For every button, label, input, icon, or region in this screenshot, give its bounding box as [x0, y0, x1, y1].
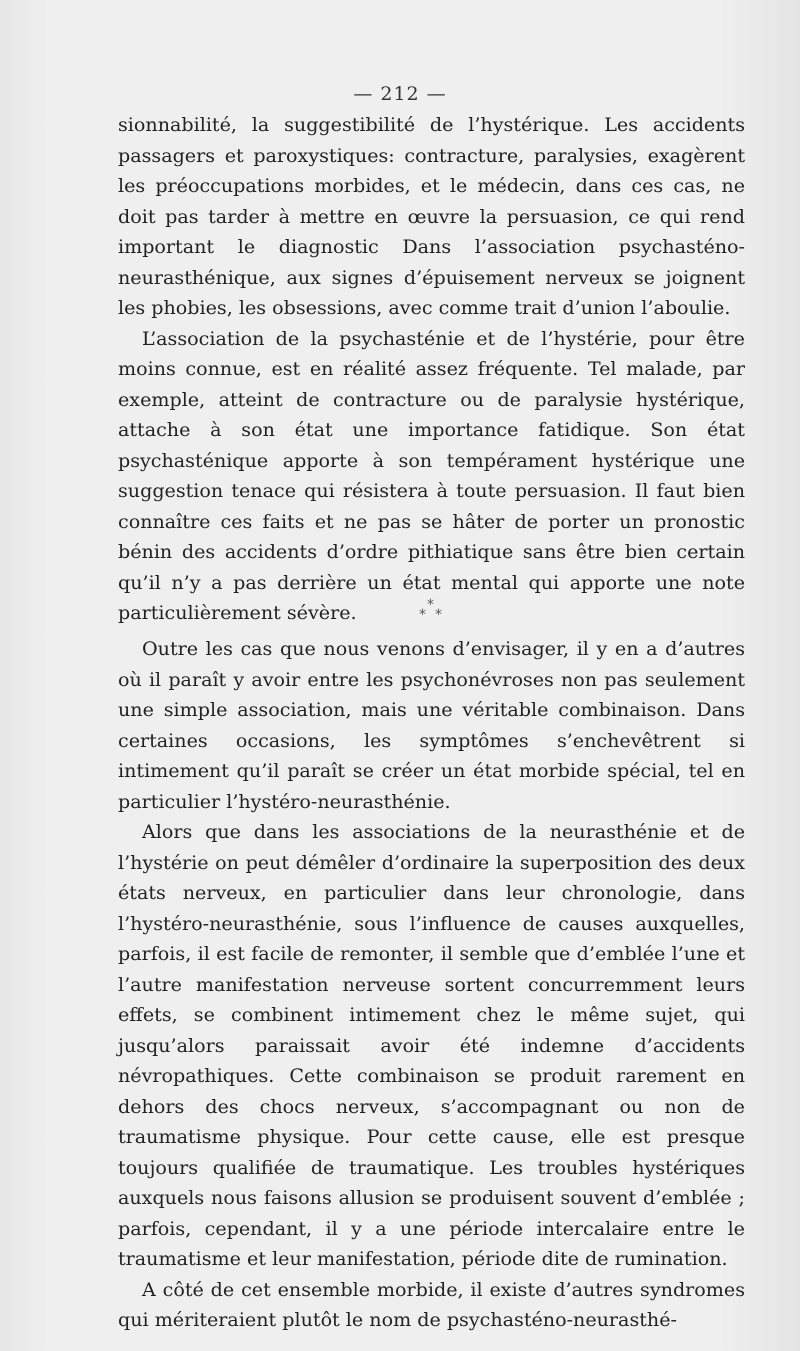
paragraph: Outre les cas que nous venons d’envisager, il y en a d’autres où il paraît y avoir entre les psychonévroses non pas seulement une simple association, mais une véritable combinaison. Dans certaines occasions, les symptômes s’enchevêtrent si intimement qu’il paraît se créer un état morbide spécial, tel en particulier l’hystéro-neurasthénie.: [118, 637, 745, 813]
paragraph: Alors que dans les associations de la neurasthénie et de l’hystérie on peut démêler d’ordinaire la superposition des deux états nerveux, en particulier dans leur chronologie, dans l’hystéro-neurasthénie, sous l’influence de causes auxquelles, parfois, il est facile de remonter, il semble que d’emblée l’une et l’autre manifestation nerveuse sortent concurremment leurs effets, se combinent intimement chez le même sujet, qui jusqu’alors paraissait avoir été indemne d’accidents névropathiques. Cette combinaison se produit rarement en dehors des chocs nerveux, s’accompagnant ou non de traumatisme physique. Pour cette cause, elle est presque toujours qualifiée de traumatique. Les troubles hystériques auxquels nous faisons allusion se produisent souvent d’emblée ; parfois, cependant, il y a une période intercalaire entre le traumatisme et leur manifestation, période dite de rumination.: [118, 820, 745, 1270]
paragraph: sionnabilité, la suggestibilité de l’hystérique. Les accidents passagers et paroxystiques: contracture, paralysies, exagèrent les préoccupations morbides, et le médecin, dans ces cas, ne doit pas tarder à mettre en œuvre la persuasion, ce qui rend important le diagnostic Dans l’association psychasténo-neurasthénique, aux signes d’épuisement nerveux se joignent les phobies, les obsessions, avec comme trait d’union l’aboulie.: [118, 113, 745, 319]
paragraph: L’association de la psychasténie et de l’hystérie, pour être moins connue, est en réalité assez fréquente. Tel malade, par exemple, atteint de contracture ou de paralysie hystérique, attache à son état une importance fatidique. Son état psychasténique apporte à son tempérament hystérique une suggestion tenace qui résistera à toute persuasion. Il faut bien connaître ces faits et ne pas se hâter de porter un pronostic bénin des accidents d’ordre pithiatique sans être bien certain qu’il n’y a pas derrière un état mental qui apporte une note particulièrement sévère.: [118, 326, 745, 624]
text-section-2: [118, 634, 745, 1336]
asterisk-icon: *: [427, 597, 434, 613]
asterisk-icon: *: [419, 607, 426, 623]
page-number: — 212 —: [353, 83, 447, 105]
text-section-1: [118, 110, 745, 629]
asterisk-icon: *: [435, 607, 442, 623]
section-separator: [418, 598, 452, 628]
paragraph: A côté de cet ensemble morbide, il existe d’autres syndromes qui mériteraient plutôt le nom de psychasténo-neurasthé-: [118, 1277, 745, 1331]
